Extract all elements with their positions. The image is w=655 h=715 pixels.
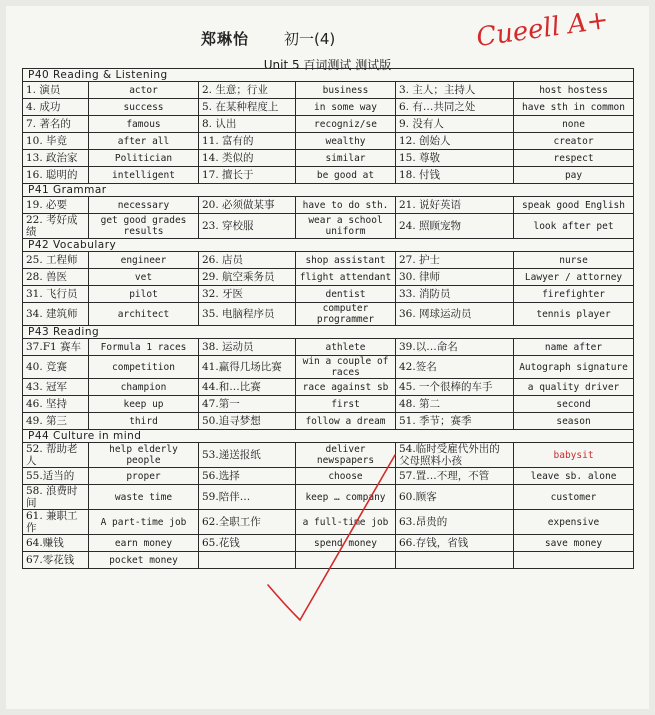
question-cell: 17. 擅长于 — [199, 167, 296, 184]
section-title: P41 Grammar — [23, 184, 634, 197]
question-cell: 31. 飞行员 — [23, 286, 89, 303]
question-cell: 21. 说好英语 — [396, 197, 514, 214]
answer-cell: Formula 1 races — [89, 339, 199, 356]
grade-mark: Cueell A+ — [474, 4, 611, 54]
answer-cell: speak good English — [514, 197, 634, 214]
question-cell — [396, 552, 514, 569]
answer-cell: champion — [89, 379, 199, 396]
answer-cell: win a couple of races — [296, 356, 396, 379]
answer-cell: Politician — [89, 150, 199, 167]
answer-cell: none — [514, 116, 634, 133]
section-title: P40 Reading & Listening — [23, 69, 634, 82]
table-row — [23, 485, 634, 510]
question-cell: 4. 成功 — [23, 99, 89, 116]
question-cell: 52. 帮助老人 — [23, 443, 89, 468]
answer-cell: have to do sth. — [296, 197, 396, 214]
answer-cell: a full-time job — [296, 510, 396, 535]
question-cell: 12. 创始人 — [396, 133, 514, 150]
section-title: P43 Reading — [23, 326, 634, 339]
question-cell: 53.递送报纸 — [199, 443, 296, 468]
question-cell: 58. 浪费时间 — [23, 485, 89, 510]
page-title: Unit 5 百词测试 测试版 — [263, 58, 392, 72]
table-row — [23, 468, 634, 485]
answer-cell: waste time — [89, 485, 199, 510]
table-row — [23, 443, 634, 468]
answer-cell: help elderly people — [89, 443, 199, 468]
question-cell: 7. 著名的 — [23, 116, 89, 133]
question-cell: 8. 认出 — [199, 116, 296, 133]
answer-cell: save money — [514, 535, 634, 552]
answer-cell: wealthy — [296, 133, 396, 150]
answer-cell: host hostess — [514, 82, 634, 99]
answer-cell: choose — [296, 468, 396, 485]
answer-cell: be good at — [296, 167, 396, 184]
answer-cell: pay — [514, 167, 634, 184]
answer-cell: vet — [89, 269, 199, 286]
table-row — [23, 99, 634, 116]
answer-cell: recogniz/se — [296, 116, 396, 133]
section-header-row — [23, 69, 634, 82]
question-cell: 60.顾客 — [396, 485, 514, 510]
question-cell: 40. 竞赛 — [23, 356, 89, 379]
question-cell: 59.陪伴… — [199, 485, 296, 510]
answer-cell: season — [514, 413, 634, 430]
question-cell: 49. 第三 — [23, 413, 89, 430]
question-cell: 33. 消防员 — [396, 286, 514, 303]
table-row — [23, 133, 634, 150]
answer-cell: business — [296, 82, 396, 99]
question-cell: 63.昂贵的 — [396, 510, 514, 535]
question-cell: 34. 建筑师 — [23, 303, 89, 326]
table-row — [23, 116, 634, 133]
question-cell: 14. 类似的 — [199, 150, 296, 167]
table-row — [23, 339, 634, 356]
question-cell: 20. 必须做某事 — [199, 197, 296, 214]
table-row — [23, 303, 634, 326]
question-cell: 16. 聪明的 — [23, 167, 89, 184]
answer-cell: creator — [514, 133, 634, 150]
question-cell: 64.赚钱 — [23, 535, 89, 552]
table-row — [23, 252, 634, 269]
table-row — [23, 197, 634, 214]
answer-cell: tennis player — [514, 303, 634, 326]
answer-cell: similar — [296, 150, 396, 167]
vocabulary-table — [22, 68, 634, 569]
question-cell: 36. 网球运动员 — [396, 303, 514, 326]
question-cell: 37.F1 赛车 — [23, 339, 89, 356]
answer-cell — [296, 552, 396, 569]
answer-cell: actor — [89, 82, 199, 99]
question-cell: 22. 考好成绩 — [23, 214, 89, 239]
answer-cell: earn money — [89, 535, 199, 552]
answer-cell: nurse — [514, 252, 634, 269]
question-cell: 65.花钱 — [199, 535, 296, 552]
answer-cell: necessary — [89, 197, 199, 214]
answer-cell: Lawyer / attorney — [514, 269, 634, 286]
question-cell: 50.追寻梦想 — [199, 413, 296, 430]
answer-cell: proper — [89, 468, 199, 485]
question-cell: 30. 律师 — [396, 269, 514, 286]
answer-cell: deliver newspapers — [296, 443, 396, 468]
question-cell: 18. 付钱 — [396, 167, 514, 184]
student-class: 初一(4) — [284, 30, 336, 48]
answer-cell: flight attendant — [296, 269, 396, 286]
answer-cell: famous — [89, 116, 199, 133]
question-cell: 27. 护士 — [396, 252, 514, 269]
question-cell: 28. 兽医 — [23, 269, 89, 286]
question-cell: 54.临时受雇代外出的父母照料小孩 — [396, 443, 514, 468]
answer-cell: keep … company — [296, 485, 396, 510]
question-cell: 42.签名 — [396, 356, 514, 379]
question-cell: 24. 照顾宠物 — [396, 214, 514, 239]
question-cell: 47.第一 — [199, 396, 296, 413]
answer-cell: dentist — [296, 286, 396, 303]
answer-cell: Autograph signature — [514, 356, 634, 379]
table-row — [23, 413, 634, 430]
answer-cell: third — [89, 413, 199, 430]
question-cell: 61. 兼职工作 — [23, 510, 89, 535]
answer-cell: pilot — [89, 286, 199, 303]
question-cell: 10. 毕竟 — [23, 133, 89, 150]
answer-cell: follow a dream — [296, 413, 396, 430]
question-cell: 39.以…命名 — [396, 339, 514, 356]
answer-cell: get good grades results — [89, 214, 199, 239]
question-cell — [199, 552, 296, 569]
table-row — [23, 214, 634, 239]
answer-cell: firefighter — [514, 286, 634, 303]
section-header-row — [23, 239, 634, 252]
question-cell: 41.赢得几场比赛 — [199, 356, 296, 379]
answer-cell: athlete — [296, 339, 396, 356]
question-cell: 51. 季节；赛季 — [396, 413, 514, 430]
question-cell: 35. 电脑程序员 — [199, 303, 296, 326]
answer-cell: customer — [514, 485, 634, 510]
question-cell: 38. 运动员 — [199, 339, 296, 356]
table-row — [23, 150, 634, 167]
question-cell: 1. 演员 — [23, 82, 89, 99]
answer-cell: look after pet — [514, 214, 634, 239]
section-header-row — [23, 430, 634, 443]
answer-cell: success — [89, 99, 199, 116]
question-cell: 11. 富有的 — [199, 133, 296, 150]
answer-cell: expensive — [514, 510, 634, 535]
answer-cell: in some way — [296, 99, 396, 116]
answer-cell: intelligent — [89, 167, 199, 184]
answer-cell: engineer — [89, 252, 199, 269]
question-cell: 43. 冠军 — [23, 379, 89, 396]
answer-cell: competition — [89, 356, 199, 379]
question-cell: 46. 坚持 — [23, 396, 89, 413]
answer-cell: pocket money — [89, 552, 199, 569]
answer-cell: computer programmer — [296, 303, 396, 326]
section-header-row — [23, 326, 634, 339]
question-cell: 67.零花钱 — [23, 552, 89, 569]
question-cell: 29. 航空乘务员 — [199, 269, 296, 286]
question-cell: 19. 必要 — [23, 197, 89, 214]
question-cell: 57.置…不理，不管 — [396, 468, 514, 485]
question-cell: 13. 政治家 — [23, 150, 89, 167]
answer-cell: A part-time job — [89, 510, 199, 535]
answer-cell: a quality driver — [514, 379, 634, 396]
question-cell: 32. 牙医 — [199, 286, 296, 303]
table-row — [23, 379, 634, 396]
table-row — [23, 356, 634, 379]
answer-cell: race against sb — [296, 379, 396, 396]
question-cell: 2. 生意；行业 — [199, 82, 296, 99]
question-cell: 3. 主人；主持人 — [396, 82, 514, 99]
section-title: P42 Vocabulary — [23, 239, 634, 252]
question-cell: 26. 店员 — [199, 252, 296, 269]
answer-cell: babysit — [514, 443, 634, 468]
answer-cell: second — [514, 396, 634, 413]
answer-cell — [514, 552, 634, 569]
section-header-row — [23, 184, 634, 197]
question-cell: 25. 工程师 — [23, 252, 89, 269]
table-row — [23, 82, 634, 99]
student-name: 郑琳怡 — [201, 30, 250, 48]
answer-cell: name after — [514, 339, 634, 356]
table-row — [23, 286, 634, 303]
question-cell: 9. 没有人 — [396, 116, 514, 133]
answer-cell: spend money — [296, 535, 396, 552]
table-row — [23, 269, 634, 286]
answer-cell: wear a school uniform — [296, 214, 396, 239]
question-cell: 44.和…比赛 — [199, 379, 296, 396]
question-cell: 6. 有…共同之处 — [396, 99, 514, 116]
table-row — [23, 535, 634, 552]
table-row — [23, 167, 634, 184]
question-cell: 5. 在某种程度上 — [199, 99, 296, 116]
answer-cell: after all — [89, 133, 199, 150]
question-cell: 45. 一个很棒的车手 — [396, 379, 514, 396]
question-cell: 15. 尊敬 — [396, 150, 514, 167]
answer-cell: keep up — [89, 396, 199, 413]
question-cell: 66.存钱，省钱 — [396, 535, 514, 552]
answer-cell: respect — [514, 150, 634, 167]
question-cell: 62.全职工作 — [199, 510, 296, 535]
question-cell: 48. 第二 — [396, 396, 514, 413]
section-title: P44 Culture in mind — [23, 430, 634, 443]
answer-cell: have sth in common — [514, 99, 634, 116]
answer-cell: shop assistant — [296, 252, 396, 269]
table-row — [23, 396, 634, 413]
table-row — [23, 510, 634, 535]
question-cell: 56.选择 — [199, 468, 296, 485]
table-row — [23, 552, 634, 569]
answer-cell: first — [296, 396, 396, 413]
answer-cell: leave sb. alone — [514, 468, 634, 485]
question-cell: 55.适当的 — [23, 468, 89, 485]
question-cell: 23. 穿校服 — [199, 214, 296, 239]
answer-cell: architect — [89, 303, 199, 326]
